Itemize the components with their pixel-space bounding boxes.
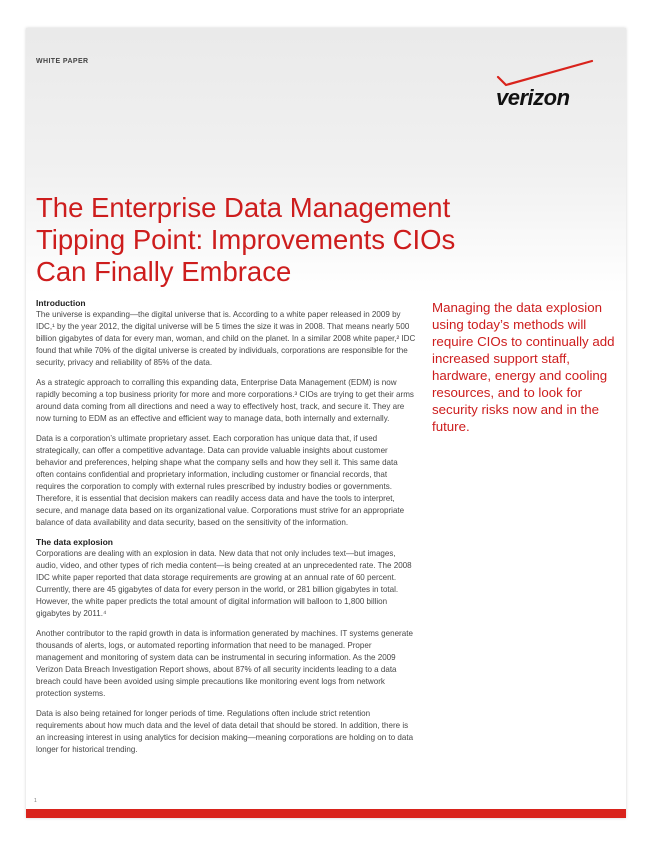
section-heading-introduction: Introduction xyxy=(36,298,86,308)
page-title xyxy=(36,192,516,288)
page-number: 1 xyxy=(34,798,37,804)
logo-wordmark: verizon xyxy=(496,85,570,110)
document-page xyxy=(26,28,626,818)
main-column xyxy=(36,298,416,764)
section-heading-data-explosion: The data explosion xyxy=(36,537,113,547)
footer-bar xyxy=(26,809,626,818)
title-line: Can Finally Embrace xyxy=(36,256,292,287)
body-paragraph: As a strategic approach to corralling this expanding data, Enterprise Data Management (EDM) is now rapidly becoming a top business priority for more and more corporations.³ CIOs are trying to get their arms around data coming from all directions and need a way to effectively host, track, and secure it. They are now turning to EDM as an effective and efficient way to manage data, both internally and externally. xyxy=(36,378,414,423)
body-paragraph: Data is also being retained for longer periods of time. Regulations often include strict retention requirements about how much data and the level of data detail that should be stored. In addition, there is an increasing interest in using analytics for decision making—meaning corporations are holding on to data longer for historical trending. xyxy=(36,709,414,754)
body-paragraph: Corporations are dealing with an explosion in data. New data that not only includes text—but images, audio, video, and other types of rich media content—is being created at an unprecedented rate. The 2008 IDC white paper reported that data storage requirements are growing at an annual rate of 60 percent. Currently, there are 45 gigabytes of data for every person in the world, or 281 billion gigabytes in total. However, the white paper predicts the total amount of digital information will balloon to 1,800 billion gigabytes by 2011.⁴ xyxy=(36,549,412,618)
body-paragraph: Data is a corporation’s ultimate proprietary asset. Each corporation has unique data that, if used strategically, can offer a competitive advantage. Data can provide valuable insights about customer behavior and preferences, helping shape what the company sells and how they sell it. This same data often contains confidential and proprietary information, including customer or financial records, that requires the corporation to comply with external rules prescribed by industry bodies or governments. Therefore, it is essential that decision makers can readily access data and have the tools to interpret, secure, and manage data based on its organizational value. Corporations must strive for an appropriate balance of data availability and data security, based on the sensitivity of the information. xyxy=(36,434,405,527)
verizon-logo xyxy=(492,55,612,115)
pull-quote: Managing the data explosion using today’s methods will require CIOs to continually add increased support staff, hardware, energy and cooling resources, and to look for security risks now and in the future. xyxy=(432,300,615,434)
document-type-label: WHITE PAPER xyxy=(36,58,89,65)
body-paragraph: The universe is expanding—the digital universe that is. According to a white paper released in 2009 by IDC,¹ by the year 2012, the digital universe will be 5 times the size it was in 2008. That means nearly 500 billion gigabytes of data for every man, woman, and child on the planet. In a similar 2008 white paper,² IDC found that while 70% of the digital universe is created by individuals, corporations are responsible for the security, privacy and reliability of 85% of the data. xyxy=(36,310,416,367)
body-paragraph: Another contributor to the rapid growth in data is information generated by machines. IT systems generate thousands of alerts, logs, or automated reporting information that need to be managed. Proper management and monitoring of system data can be instrumental in securing information. As the 2009 Verizon Data Breach Investigation Report shows, about 87% of all security incidents leading to a data breach could have been avoided using simple precautions like monitoring event logs from network protection systems. xyxy=(36,629,413,698)
title-line: Tipping Point: Improvements CIOs xyxy=(36,224,456,255)
title-line: The Enterprise Data Management xyxy=(36,192,451,223)
